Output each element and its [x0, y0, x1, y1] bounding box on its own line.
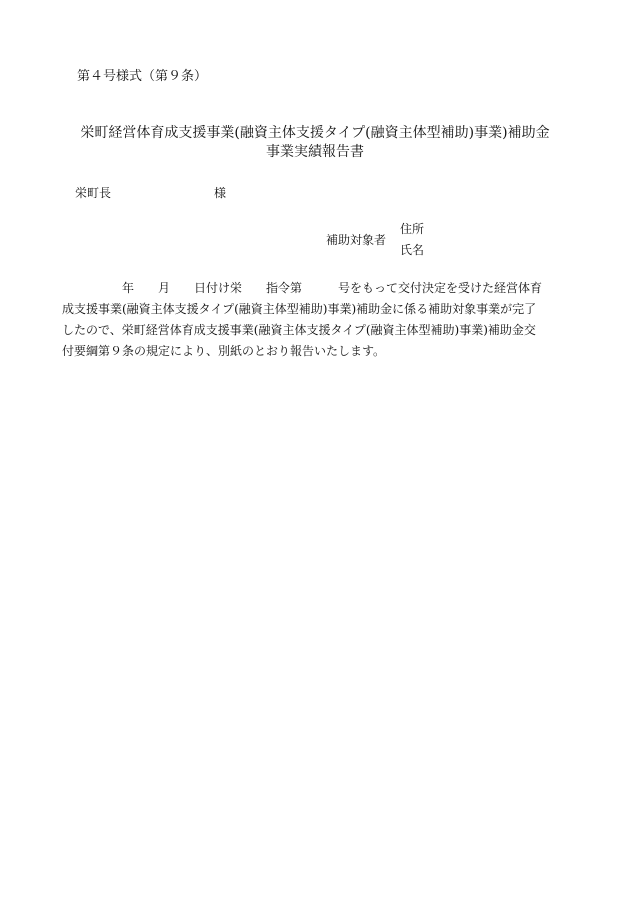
addressee-honorific: 様: [214, 186, 227, 200]
title-line-2: 事業実績報告書: [266, 144, 364, 160]
applicant-name-label: 氏名: [400, 243, 425, 257]
form-number: 第４号様式（第９条）: [77, 69, 208, 84]
body-line-4: 付要綱第９条の規定により、別紙のとおり報告いたします。: [62, 344, 386, 358]
body-line-2: 成支援事業(融資主体支援タイプ(融資主体型補助)事業)補助金に係る補助対象事業が完了: [62, 302, 537, 316]
addressee-name: 栄町長: [75, 186, 112, 200]
applicant-label: 補助対象者: [326, 233, 387, 247]
body-line-3: したので、栄町経営体育成支援事業(融資主体支援タイプ(融資主体型補助)事業)補助金交: [62, 323, 536, 337]
title-line-1: 栄町経営体育成支援事業(融資主体支援タイプ(融資主体型補助)事業)補助金: [80, 125, 550, 141]
document-title: [0, 124, 630, 162]
body-line-1: 年 月 日付け栄 指令第 号をもって交付決定を受けた経営体育: [62, 281, 543, 295]
report-body: [62, 278, 582, 362]
applicant-address-label: 住所: [400, 222, 425, 236]
